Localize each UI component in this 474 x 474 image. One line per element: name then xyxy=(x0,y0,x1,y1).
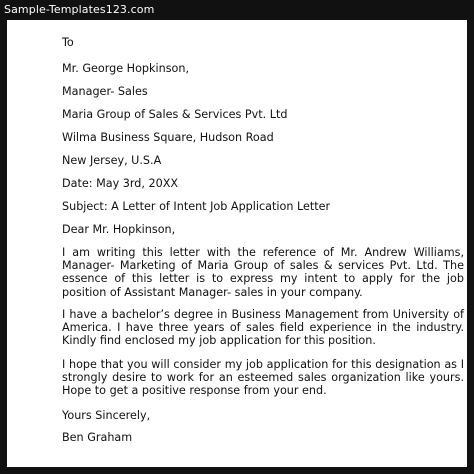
body-paragraph-3: I hope that you will consider my job application for this designation as I strongly desire to work for an esteemed sales organization like yours. Hope to get a positive response from your end. xyxy=(62,358,464,398)
letter-document xyxy=(7,20,467,467)
address-line-2: New Jersey, U.S.A xyxy=(62,154,162,167)
signature-name: Ben Graham xyxy=(62,431,133,444)
recipient-name: Mr. George Hopkinson, xyxy=(62,62,190,75)
recipient-company: Maria Group of Sales & Services Pvt. Ltd xyxy=(62,108,288,121)
address-line-1: Wilma Business Square, Hudson Road xyxy=(62,131,274,144)
to-label: To xyxy=(62,36,74,49)
letter-subject: Subject: A Letter of Intent Job Application Letter xyxy=(62,200,331,213)
site-watermark-label: Sample-Templates123.com xyxy=(4,3,155,16)
closing: Yours Sincerely, xyxy=(62,409,151,422)
letter-date: Date: May 3rd, 20XX xyxy=(62,177,179,190)
body-paragraph-1: I am writing this letter with the reference of Mr. Andrew Williams, Manager- Marketing of Maria Group of sales & services Pvt. Ltd. The essence of this letter is to express my intent to apply for the job position of Assistant Manager- sales in your company. xyxy=(62,246,464,299)
body-paragraph-2: I have a bachelor’s degree in Business Management from University of America. I have three years of sales field experience in the industry. Kindly find enclosed my job application for this position. xyxy=(62,308,464,348)
salutation: Dear Mr. Hopkinson, xyxy=(62,223,176,236)
recipient-title: Manager- Sales xyxy=(62,85,148,98)
